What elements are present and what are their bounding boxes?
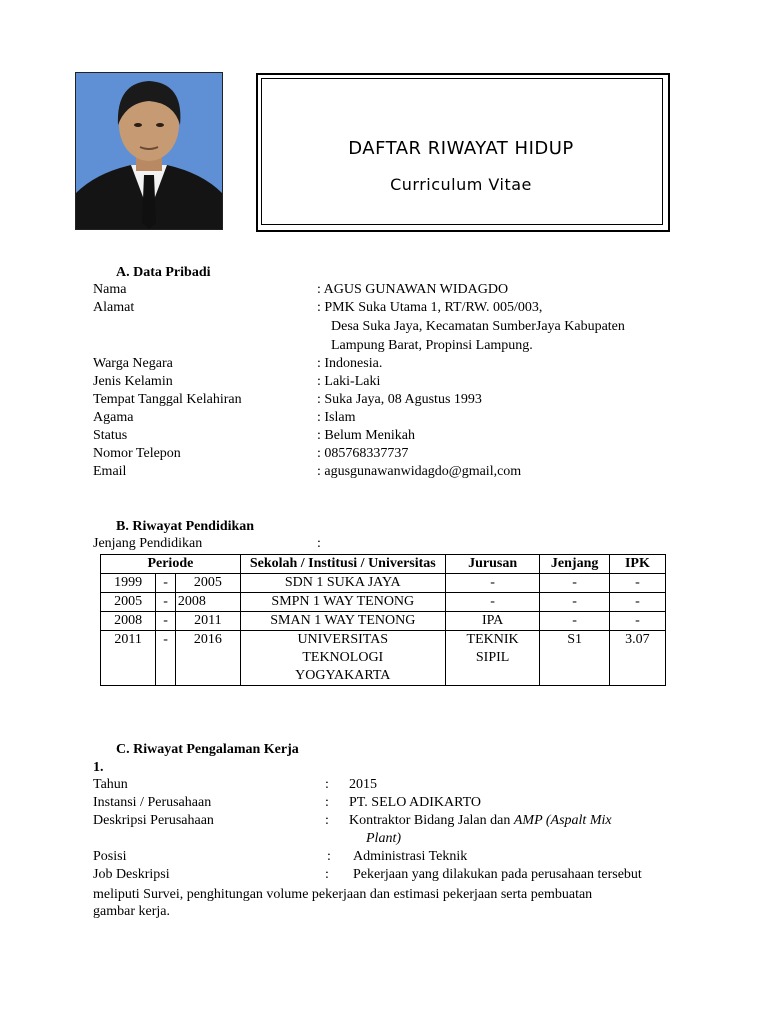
major: IPA bbox=[445, 612, 540, 631]
work-value-year: 2015 bbox=[349, 777, 377, 792]
table-row bbox=[101, 593, 666, 612]
company-desc-italic-cont: Plant) bbox=[366, 831, 401, 846]
gpa: 3.07 bbox=[609, 631, 665, 686]
period-dash: - bbox=[156, 593, 176, 612]
period-to: 2005 bbox=[175, 574, 240, 593]
work-colon: : bbox=[325, 867, 329, 882]
work-item-number: 1. bbox=[93, 760, 104, 775]
document-subtitle: Curriculum Vitae bbox=[390, 175, 532, 194]
work-value-company-desc-cont bbox=[366, 831, 401, 847]
profile-photo bbox=[75, 72, 223, 230]
level: - bbox=[540, 574, 609, 593]
period-dash: - bbox=[156, 574, 176, 593]
personal-value-address-line3: Lampung Barat, Propinsi Lampung. bbox=[331, 338, 533, 353]
personal-label-phone: Nomor Telepon bbox=[93, 446, 181, 461]
personal-label-gender: Jenis Kelamin bbox=[93, 374, 173, 389]
period-from: 2005 bbox=[101, 593, 156, 612]
company-desc-italic: AMP (Aspalt Mix bbox=[513, 813, 612, 828]
personal-label-birth: Tempat Tanggal Kelahiran bbox=[93, 392, 242, 407]
personal-value-address-line1: : PMK Suka Utama 1, RT/RW. 005/003, bbox=[317, 300, 543, 315]
work-value-position: Administrasi Teknik bbox=[353, 849, 468, 864]
personal-label-address: Alamat bbox=[93, 300, 135, 315]
personal-value-birth: : Suka Jaya, 08 Agustus 1993 bbox=[317, 392, 482, 407]
level: - bbox=[540, 612, 609, 631]
section-heading-work: C. Riwayat Pengalaman Kerja bbox=[116, 742, 299, 757]
work-value-job-desc-line2 bbox=[93, 885, 674, 904]
personal-label-status: Status bbox=[93, 428, 128, 443]
period-to: 2016 bbox=[175, 631, 240, 686]
school-name: SDN 1 SUKA JAYA bbox=[240, 574, 445, 593]
level: - bbox=[540, 593, 609, 612]
education-table bbox=[100, 554, 666, 686]
period-from: 2008 bbox=[101, 612, 156, 631]
period-dash: - bbox=[156, 612, 176, 631]
major: TEKNIK SIPIL bbox=[445, 631, 540, 686]
company-desc-plain: Kontraktor Bidang Jalan dan bbox=[349, 813, 514, 828]
personal-label-religion: Agama bbox=[93, 410, 134, 425]
major: - bbox=[445, 593, 540, 612]
level: S1 bbox=[540, 631, 609, 686]
education-level-colon: : bbox=[317, 536, 321, 551]
period-dash: - bbox=[156, 631, 176, 686]
work-label-company-desc: Deskripsi Perusahaan bbox=[93, 813, 214, 828]
work-value-job-desc-first: Pekerjaan yang dilakukan pada perusahaan tersebut bbox=[353, 867, 642, 882]
work-value-company-desc bbox=[349, 813, 612, 829]
work-value-job-desc-line3: gambar kerja. bbox=[93, 904, 170, 919]
col-header-major: Jurusan bbox=[445, 555, 540, 574]
work-colon: : bbox=[325, 813, 329, 828]
work-colon: : bbox=[327, 849, 331, 864]
school-name: SMPN 1 WAY TENONG bbox=[240, 593, 445, 612]
school-name: UNIVERSITAS TEKNOLOGI YOGYAKARTA bbox=[240, 631, 445, 686]
personal-value-phone: : 085768337737 bbox=[317, 446, 409, 461]
work-value-company: PT. SELO ADIKARTO bbox=[349, 795, 482, 810]
gpa: - bbox=[609, 574, 665, 593]
personal-value-email: : agusgunawanwidagdo@gmail,com bbox=[317, 464, 522, 479]
section-heading-education: B. Riwayat Pendidikan bbox=[116, 519, 255, 534]
school-name: SMAN 1 WAY TENONG bbox=[240, 612, 445, 631]
period-from: 2011 bbox=[101, 631, 156, 686]
work-colon: : bbox=[325, 795, 329, 810]
work-label-company: Instansi / Perusahaan bbox=[93, 795, 212, 810]
personal-value-nationality: : Indonesia. bbox=[317, 356, 383, 371]
personal-value-address-line2: Desa Suka Jaya, Kecamatan SumberJaya Kabupaten bbox=[331, 319, 625, 334]
period-from: 1999 bbox=[101, 574, 156, 593]
personal-value-status: : Belum Menikah bbox=[317, 428, 415, 443]
personal-value-religion: : Islam bbox=[317, 410, 356, 425]
work-label-year: Tahun bbox=[93, 777, 128, 792]
table-row bbox=[101, 574, 666, 593]
major: - bbox=[445, 574, 540, 593]
personal-label-name: Nama bbox=[93, 282, 127, 297]
col-header-gpa: IPK bbox=[609, 555, 665, 574]
personal-label-email: Email bbox=[93, 464, 127, 479]
personal-value-name: : AGUS GUNAWAN WIDAGDO bbox=[317, 282, 509, 297]
col-header-period: Periode bbox=[101, 555, 241, 574]
personal-label-nationality: Warga Negara bbox=[93, 356, 173, 371]
period-to: 2011 bbox=[175, 612, 240, 631]
job-desc-line2-text: meliputi Survei, penghitungan volume pekerjaan dan estimasi pekerjaan serta pembuatan bbox=[93, 887, 593, 902]
education-level-label: Jenjang Pendidikan bbox=[93, 536, 203, 551]
gpa: - bbox=[609, 612, 665, 631]
section-heading-personal: A. Data Pribadi bbox=[116, 265, 211, 280]
work-label-position: Posisi bbox=[93, 849, 127, 864]
document-title: DAFTAR RIWAYAT HIDUP bbox=[348, 138, 574, 159]
col-header-school: Sekolah / Institusi / Universitas bbox=[240, 555, 445, 574]
work-colon: : bbox=[325, 777, 329, 792]
col-header-level: Jenjang bbox=[540, 555, 609, 574]
work-label-job-desc: Job Deskripsi bbox=[93, 867, 170, 882]
table-row bbox=[101, 631, 666, 686]
personal-value-gender: : Laki-Laki bbox=[317, 374, 381, 389]
period-to: 2008 bbox=[175, 593, 240, 612]
gpa: - bbox=[609, 593, 665, 612]
education-table-header bbox=[101, 555, 666, 574]
table-row bbox=[101, 612, 666, 631]
